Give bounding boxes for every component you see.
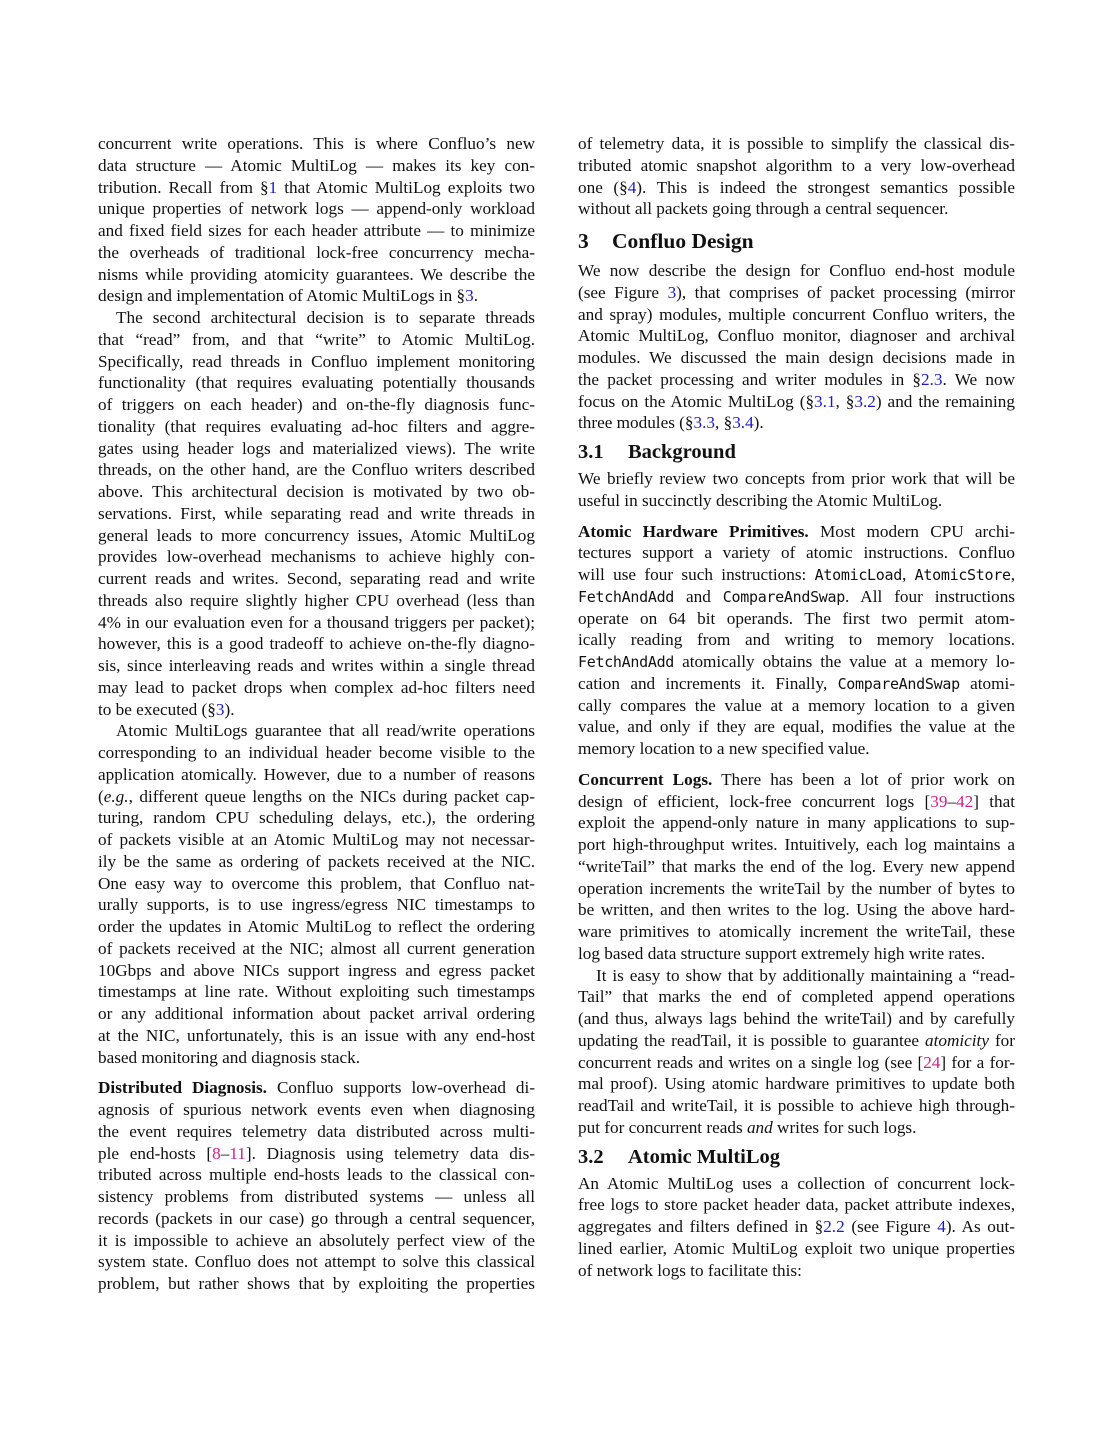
text-line: of packets received at the NIC; almost all current generation bbox=[98, 938, 535, 958]
section-link-3[interactable]: 3 bbox=[215, 699, 225, 719]
text-line: be written, and then writes to the log. Using the above hard- bbox=[578, 900, 1015, 920]
citation-link-24[interactable]: 24 bbox=[923, 1052, 941, 1072]
code-atomicload: AtomicLoad bbox=[814, 566, 902, 584]
paragraph-background-intro bbox=[578, 468, 1015, 512]
text-line: corresponding to an individual header become visible to the bbox=[98, 743, 535, 762]
text-line: log based data structure support extremely high write rates. bbox=[578, 943, 986, 963]
text-line: at the NIC, unfortunately, this is an issue with any end-host bbox=[98, 1025, 535, 1045]
text-line: urally supports, is to use ingress/egress NIC timestamps to bbox=[98, 895, 535, 915]
text-line: threads, on the other hand, are the Confluo writers described bbox=[98, 460, 535, 480]
text-line: concurrent reads and writes on a single log (see [24] for a for- bbox=[578, 1052, 1015, 1072]
section-link-3-1[interactable]: 3.1 bbox=[814, 391, 836, 411]
text-line: gates using header logs and materialized views). The write bbox=[98, 438, 535, 458]
text-line: Concurrent Logs. There has been a lot of prior work on bbox=[578, 769, 1015, 789]
text-line: of triggers on each header) and on-the-fly diagnosis func- bbox=[98, 395, 535, 414]
section-heading-3-2: 3.2 Atomic MultiLog bbox=[578, 1145, 781, 1168]
text-line: Atomic Hardware Primitives. Most modern CPU archi- bbox=[578, 521, 1015, 541]
citation-link-39[interactable]: 39 bbox=[930, 791, 948, 811]
figure-link-4[interactable]: 4 bbox=[937, 1217, 946, 1236]
code-fetchandadd: FetchAndAdd bbox=[578, 653, 675, 671]
text-line: tectures support a variety of atomic instructions. Confluo bbox=[578, 543, 1015, 563]
text-line: will use four such instructions: AtomicLoad, AtomicStore, bbox=[578, 565, 1016, 584]
text-line: that “read” from, and that “write” to Atomic MultiLog. bbox=[98, 329, 535, 349]
text-line: order the updates in Atomic MultiLog to reflect the ordering bbox=[98, 917, 535, 936]
text-line: updating the readTail, it is possible to guarantee atomicity for bbox=[578, 1030, 1015, 1050]
text-line: cally compares the value at a memory location to a given bbox=[578, 695, 1015, 715]
text-line: (e.g., different queue lengths on the NICs during packet cap- bbox=[98, 786, 535, 806]
paragraph-atomic-hardware-primitives bbox=[578, 521, 1015, 760]
text-line: memory location to a new specified value. bbox=[578, 739, 870, 758]
text-line: design and implementation of Atomic MultiLogs in §3. bbox=[98, 286, 478, 306]
text-line: aggregates and filters defined in §2.2 (see Figure 4). As out- bbox=[578, 1217, 1015, 1236]
paragraph-multilog-contribution bbox=[98, 133, 535, 307]
section-link-3-4[interactable]: 3.4 bbox=[732, 413, 754, 433]
text-line: based monitoring and diagnosis stack. bbox=[98, 1047, 361, 1067]
run-in-heading: Distributed Diagnosis. bbox=[98, 1078, 267, 1098]
text-line: tributed across multiple end-hosts leads to the classical con- bbox=[98, 1165, 535, 1185]
text-line: and spray) modules, multiple concurrent Confluo writers, the bbox=[578, 304, 1015, 324]
text-line: tribution. Recall from §1 that Atomic MultiLog exploits two bbox=[98, 177, 535, 197]
text-line: agnosis of spurious network events even when diagnosing bbox=[98, 1100, 535, 1119]
text-line: An Atomic MultiLog uses a collection of concurrent lock- bbox=[578, 1173, 1015, 1193]
text-line: modules. We discussed the main design decisions made in bbox=[578, 348, 1015, 367]
code-atomicstore: AtomicStore bbox=[914, 566, 1011, 584]
text-line: one (§4). This is indeed the strongest semantics possible bbox=[578, 177, 1015, 197]
text-line: concurrent write operations. This is where Confluo’s new bbox=[98, 134, 535, 153]
text-line: nisms while providing atomicity guarantees. We describe the bbox=[98, 264, 535, 284]
text-line: timestamps at line rate. Without exploiting such timestamps bbox=[98, 982, 535, 1002]
section-link-3-3[interactable]: 3.3 bbox=[693, 413, 715, 433]
section-link-3[interactable]: 3 bbox=[465, 286, 474, 306]
text-line: it is impossible to achieve an absolutely perfect view of the bbox=[98, 1230, 535, 1250]
text-line: threads also require slightly higher CPU overhead (less than bbox=[98, 590, 535, 610]
text-line: records (packets in our case) go through a central sequencer, bbox=[98, 1208, 535, 1228]
text-line: Tail” that marks the end of completed append operations bbox=[578, 987, 1015, 1007]
code-fetchandadd: FetchAndAdd bbox=[578, 587, 675, 606]
text-line: current reads and writes. Second, separating read and write bbox=[98, 569, 535, 588]
text-line: sistency problems from distributed systems — unless all bbox=[98, 1187, 535, 1206]
text-line: may lead to packet drops when complex ad-hoc filters need bbox=[98, 677, 535, 697]
text-line: however, this is a good tradeoff to achieve on-the-fly diagno- bbox=[98, 634, 535, 654]
paragraph-atomic-multilog-intro bbox=[578, 1173, 1015, 1282]
text-line: FetchAndAdd and CompareAndSwap. All four instructions bbox=[578, 586, 1015, 606]
text-line: Atomic MultiLogs guarantee that all read/write operations bbox=[116, 721, 535, 741]
text-line: sis, since interleaving reads and writes within a single thread bbox=[98, 656, 535, 675]
text-line: value, and only if they are equal, modifies the value at the bbox=[578, 717, 1015, 737]
text-line: data structure — Atomic MultiLog — makes its key con- bbox=[98, 155, 535, 175]
section-heading-3-1: 3.1 Background bbox=[578, 441, 736, 463]
text-line: FetchAndAdd atomically obtains the value at a memory lo- bbox=[578, 652, 1015, 671]
section-link-4[interactable]: 4 bbox=[627, 177, 637, 197]
paragraph-design-overview bbox=[578, 260, 1015, 434]
text-line: ware primitives to atomically increment the writeTail, these bbox=[578, 922, 1015, 941]
text-line: 10Gbps and above NICs support ingress and egress packet bbox=[98, 960, 535, 980]
text-line: turing, random CPU scheduling delays, etc.), the ordering bbox=[98, 808, 535, 828]
text-line: mal proof). Using atomic hardware primitives to update both bbox=[578, 1074, 1015, 1094]
text-line: ically reading from and writing to memory locations. bbox=[578, 630, 1015, 650]
section-heading-3: 3 Confluo Design bbox=[578, 229, 754, 253]
text-line: unique properties of network logs — append-only workload bbox=[98, 199, 535, 219]
text-line: free logs to store packet header data, packet attribute indexes, bbox=[578, 1195, 1015, 1215]
text-line: system state. Confluo does not attempt to solve this classical bbox=[98, 1252, 535, 1272]
text-line: readTail and writeTail, it is possible to achieve high through- bbox=[578, 1096, 1015, 1115]
text-line: It is easy to show that by additionally maintaining a “read- bbox=[596, 965, 1015, 985]
text-line: (and thus, always lags behind the writeTail) and by carefully bbox=[578, 1009, 1015, 1028]
text-line: Specifically, read threads in Confluo implement monitoring bbox=[98, 351, 535, 371]
text-line: the event requires telemetry data distributed across multi- bbox=[98, 1121, 535, 1141]
section-link-3-2[interactable]: 3.2 bbox=[854, 391, 876, 411]
figure-link-3[interactable]: 3 bbox=[667, 282, 677, 302]
text-line: lined earlier, Atomic MultiLog exploit two unique properties bbox=[578, 1238, 1015, 1258]
text-line: provides low-overhead mechanisms to achieve highly con- bbox=[98, 547, 535, 567]
text-line: cation and increments it. Finally, CompareAndSwap atomi- bbox=[578, 673, 1015, 693]
text-line: port high-throughput writes. Intuitively, each log maintains a bbox=[578, 835, 1015, 854]
text-line: operation increments the writeTail by the number of bytes to bbox=[578, 878, 1015, 898]
text-line: We briefly review two concepts from prior work that will be bbox=[578, 469, 1015, 488]
text-line: “writeTail” that marks the end of the log. Every new append bbox=[578, 856, 1015, 876]
text-line: ple end-hosts [8–11]. Diagnosis using telemetry data dis- bbox=[98, 1143, 535, 1163]
text-line: ily be the same as ordering of packets received at the NIC. bbox=[98, 851, 535, 871]
text-line: of packets visible at an Atomic MultiLog may not necessar- bbox=[98, 830, 535, 849]
section-link-2-2[interactable]: 2.2 bbox=[823, 1217, 845, 1236]
section-link-2-3[interactable]: 2.3 bbox=[921, 369, 943, 389]
run-in-heading: Atomic Hardware Primitives. bbox=[578, 521, 809, 541]
text-line: Distributed Diagnosis. Confluo supports low-overhead di- bbox=[98, 1078, 536, 1098]
text-line: and fixed field sizes for each header attribute — to minimize bbox=[98, 221, 535, 240]
text-line: focus on the Atomic MultiLog (§3.1, §3.2) and the remaining bbox=[578, 391, 1015, 411]
text-line: The second architectural decision is to separate threads bbox=[116, 308, 535, 327]
paragraph-concurrent-logs bbox=[578, 769, 1015, 965]
text-line: of telemetry data, it is possible to simplify the classical dis- bbox=[578, 134, 1015, 153]
paragraph-snapshot-continuation bbox=[578, 133, 1015, 220]
text-line: (see Figure 3), that comprises of packet processing (mirror bbox=[578, 282, 1015, 302]
run-in-heading: Concurrent Logs. bbox=[578, 769, 713, 789]
citation-link-42[interactable]: 42 bbox=[956, 791, 974, 811]
text-line: useful in succinctly describing the Atomic MultiLog. bbox=[578, 490, 943, 510]
text-line: Atomic MultiLog, Confluo monitor, diagnoser and archival bbox=[578, 326, 1015, 346]
text-line: One easy way to overcome this problem, that Confluo nat- bbox=[98, 873, 535, 893]
text-line: servations. First, while separating read and write threads in bbox=[98, 503, 535, 523]
text-line: exploit the append-only nature in many applications to sup- bbox=[578, 813, 1015, 833]
text-line: above. This architectural decision is motivated by two ob- bbox=[98, 482, 535, 501]
paragraph-separate-threads bbox=[98, 307, 535, 720]
paragraph-readtail bbox=[578, 965, 1015, 1139]
text-line: operate on 64 bit operands. The first two permit atom- bbox=[578, 608, 1015, 628]
text-line: three modules (§3.3, §3.4). bbox=[578, 413, 764, 433]
right-column bbox=[578, 133, 1015, 1281]
text-line: design of efficient, lock-free concurrent logs [39–42] that bbox=[578, 791, 1016, 811]
text-line: functionality (that requires evaluating potentially thousands bbox=[98, 373, 535, 393]
text-line: general leads to more concurrency issues, Atomic MultiLog bbox=[98, 525, 535, 545]
text-line: without all packets going through a central sequencer. bbox=[578, 199, 949, 219]
text-line: the packet processing and writer modules in §2.3. We now bbox=[578, 369, 1015, 389]
text-line: or any additional information about packet arrival ordering bbox=[98, 1004, 535, 1023]
text-line: of network logs to facilitate this: bbox=[578, 1260, 802, 1280]
paragraph-distributed-diagnosis bbox=[98, 1077, 535, 1295]
text-line: tributed atomic snapshot algorithm to a very low-overhead bbox=[578, 155, 1015, 175]
text-line: tionality (that requires evaluating ad-hoc filters and aggre- bbox=[98, 416, 535, 436]
citation-link-8[interactable]: 8 bbox=[212, 1143, 221, 1163]
paragraph-atomic-visibility bbox=[98, 720, 535, 1068]
text-line: application atomically. However, due to a number of reasons bbox=[98, 764, 535, 784]
code-compareandswap: CompareAndSwap bbox=[837, 674, 960, 693]
citation-link-11[interactable]: 11 bbox=[229, 1143, 246, 1163]
text-line: put for concurrent reads and writes for such logs. bbox=[578, 1117, 917, 1137]
text-line: the overheads of traditional lock-free concurrency mecha- bbox=[98, 242, 535, 262]
text-line: problem, but rather shows that by exploiting the properties bbox=[98, 1274, 535, 1293]
section-link-1[interactable]: 1 bbox=[268, 177, 278, 197]
text-line: to be executed (§3). bbox=[98, 699, 235, 719]
text-line: We now describe the design for Confluo end-host module bbox=[578, 261, 1015, 280]
left-column bbox=[98, 133, 535, 1295]
code-compareandswap: CompareAndSwap bbox=[722, 587, 845, 606]
text-line: 4% in our evaluation even for a thousand triggers per packet); bbox=[98, 612, 535, 632]
